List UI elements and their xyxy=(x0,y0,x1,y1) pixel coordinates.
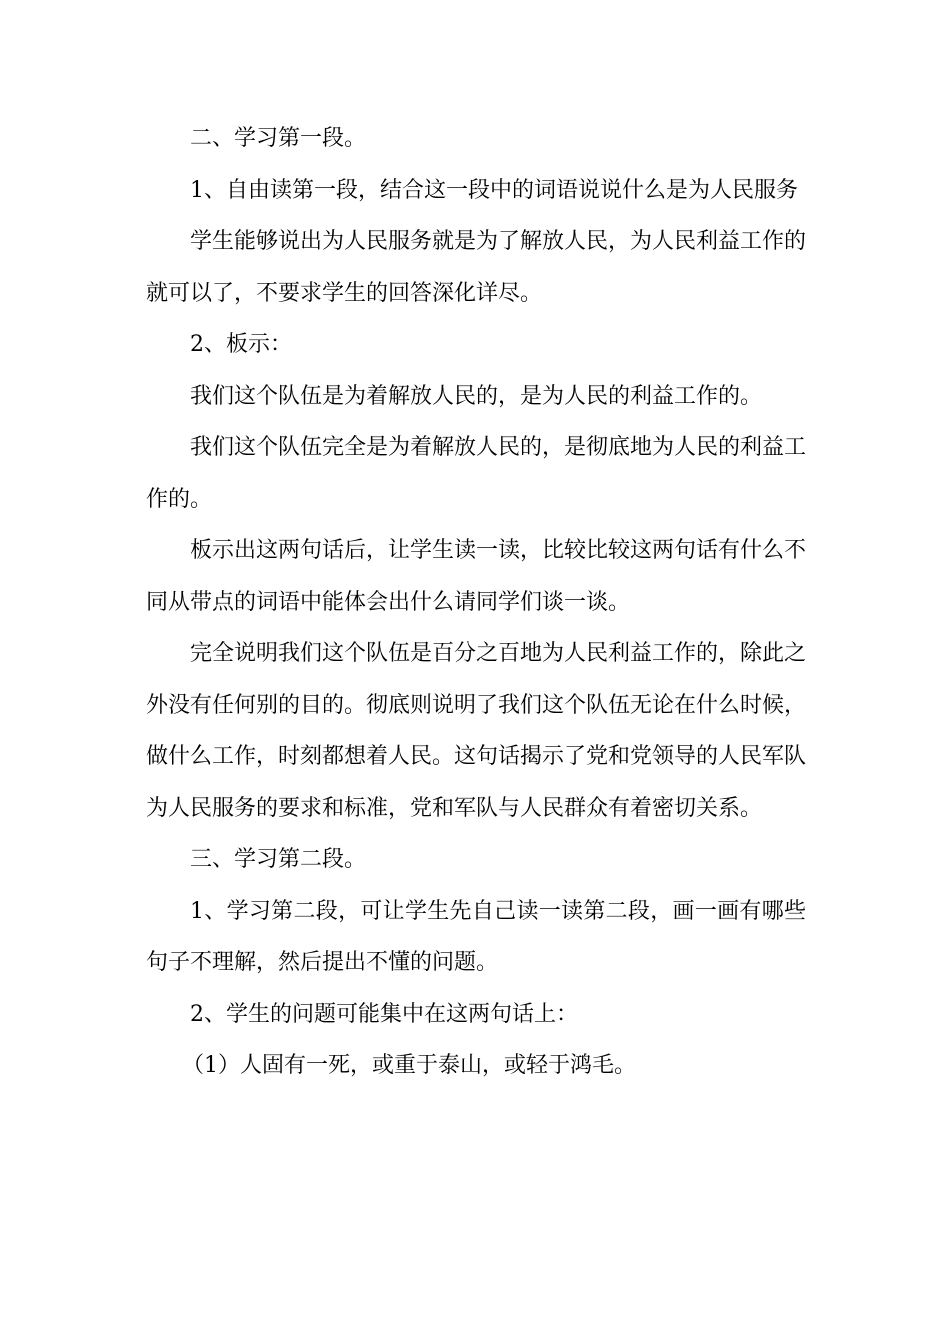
board-sentence-1: 我们这个队伍是为着解放人民的，是为人民的利益工作的。 xyxy=(190,383,763,409)
document-body xyxy=(146,113,806,1092)
comparison-instruction-paragraph: 板示出这两句话后，让学生读一读，比较比较这两句话有什么不同从带点的词语中能体会出什么请同学们谈一谈。 xyxy=(146,538,807,615)
quoted-sentence-1: （1）人固有一死，或重于泰山，或轻于鸿毛。 xyxy=(182,1053,636,1078)
board-sentence-2: 我们这个队伍完全是为着解放人民的，是彻底地为人民的利益工作的。 xyxy=(146,435,807,512)
step-1-instruction: 1、自由读第一段，结合这一段中的词语说说什么是为人民服务 xyxy=(190,177,798,203)
section-heading-part-two: 二、学习第一段。 xyxy=(190,126,367,151)
step-2-board-heading: 2、板示： xyxy=(190,332,292,357)
part-three-step-2: 2、学生的问题可能集中在这两句话上： xyxy=(190,1001,578,1027)
explanation-paragraph: 完全说明我们这个队伍是百分之百地为人民利益工作的，除此之外没有任何别的目的。彻底则说明了我们这个队伍无论在什么时候，做什么工作，时刻都想着人民。这句话揭示了党和党领导的人民军队为人民服务的要求和标准，党和军队与人民群众有着密切关系。 xyxy=(146,641,807,821)
student-expectation-paragraph: 学生能够说出为人民服务就是为了解放人民，为人民利益工作的就可以了，不要求学生的回答深化详尽。 xyxy=(146,229,807,306)
section-heading-part-three: 三、学习第二段。 xyxy=(190,847,367,872)
part-three-step-1: 1、学习第二段，可让学生先自己读一读第二段，画一画有哪些句子不理解，然后提出不懂的问题。 xyxy=(146,898,806,975)
